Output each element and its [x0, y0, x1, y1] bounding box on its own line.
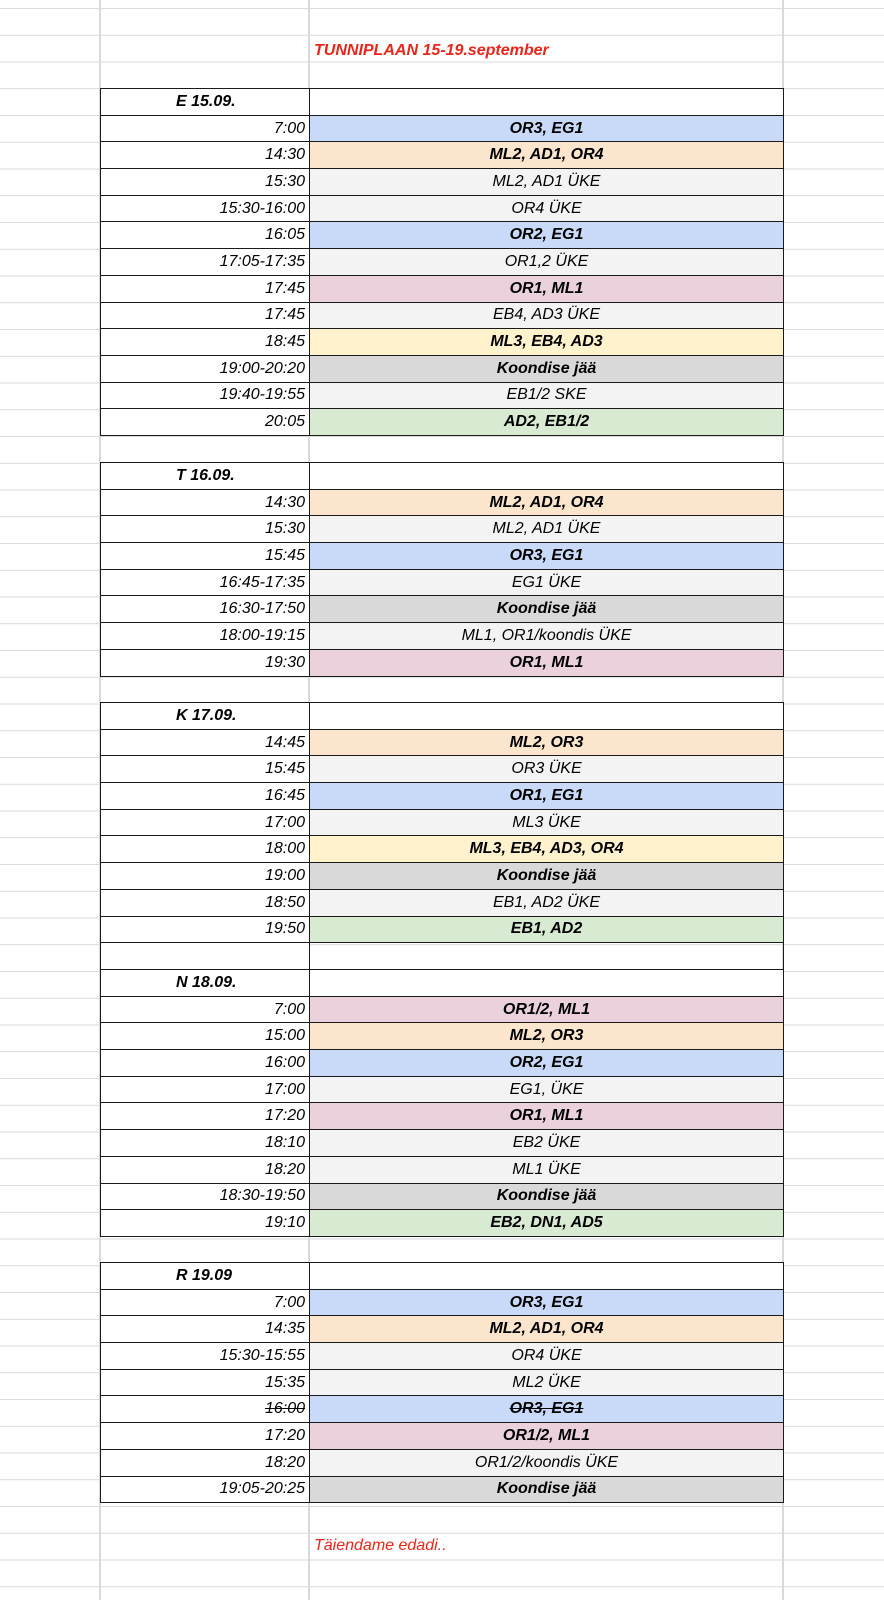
- session-groups-cell[interactable]: [310, 943, 784, 970]
- session-row: [101, 649, 784, 676]
- session-groups-cell[interactable]: OR3, EG1: [310, 1396, 784, 1423]
- session-row: [101, 569, 784, 596]
- session-time-cell[interactable]: 19:00-20:20: [101, 355, 310, 382]
- session-row: [101, 889, 784, 916]
- session-time-cell[interactable]: 15:45: [101, 756, 310, 783]
- day-label[interactable]: N 18.09.: [101, 970, 310, 997]
- session-time-cell[interactable]: 15:45: [101, 543, 310, 570]
- session-groups-cell[interactable]: OR1/2, ML1: [310, 996, 784, 1023]
- session-time-cell[interactable]: 17:20: [101, 1103, 310, 1130]
- session-row: [101, 195, 784, 222]
- session-time-cell[interactable]: 16:45-17:35: [101, 569, 310, 596]
- session-row: [101, 1210, 784, 1237]
- session-time-cell[interactable]: 17:00: [101, 1076, 310, 1103]
- session-time-cell[interactable]: 15:30: [101, 169, 310, 196]
- day-header-row: [101, 703, 784, 730]
- session-row: [101, 756, 784, 783]
- session-row: [101, 996, 784, 1023]
- session-row: [101, 1343, 784, 1370]
- session-groups-cell[interactable]: Koondise jää: [310, 596, 784, 623]
- day-block-thursday: [100, 969, 784, 1237]
- day-block-tuesday: [100, 462, 784, 677]
- session-groups-cell[interactable]: ML3, EB4, AD3, OR4: [310, 836, 784, 863]
- session-time-cell[interactable]: [101, 943, 310, 970]
- session-row: [101, 1103, 784, 1130]
- day-label[interactable]: R 19.09: [101, 1263, 310, 1290]
- day-block-monday: [100, 88, 784, 436]
- day-header-row: [101, 1263, 784, 1290]
- day-block-wednesday: [100, 702, 784, 970]
- session-time-cell[interactable]: 20:05: [101, 409, 310, 436]
- session-row: [101, 943, 784, 970]
- session-groups-cell[interactable]: Koondise jää: [310, 1183, 784, 1210]
- session-time-cell[interactable]: 16:00: [101, 1050, 310, 1077]
- session-time-cell[interactable]: 7:00: [101, 115, 310, 142]
- day-header-blank-cell[interactable]: [310, 463, 784, 490]
- session-row: [101, 516, 784, 543]
- session-row: [101, 596, 784, 623]
- session-time-cell[interactable]: 15:30-15:55: [101, 1343, 310, 1370]
- session-time-cell[interactable]: 16:00: [101, 1396, 310, 1423]
- sheet-title: TUNNIPLAAN 15-19.september: [314, 42, 549, 59]
- session-row: [101, 142, 784, 169]
- session-groups-cell[interactable]: ML2, OR3: [310, 1023, 784, 1050]
- session-time-cell[interactable]: 15:35: [101, 1369, 310, 1396]
- session-groups-cell[interactable]: OR3 ÜKE: [310, 756, 784, 783]
- session-groups-cell[interactable]: OR1/2/koondis ÜKE: [310, 1449, 784, 1476]
- session-groups-cell[interactable]: OR3, EG1: [310, 1289, 784, 1316]
- session-row: [101, 275, 784, 302]
- session-row: [101, 783, 784, 810]
- day-rows: [101, 703, 784, 970]
- session-row: [101, 1423, 784, 1450]
- session-groups-cell[interactable]: ML2, AD1, OR4: [310, 1316, 784, 1343]
- day-label[interactable]: T 16.09.: [101, 463, 310, 490]
- session-groups-cell[interactable]: ML2, AD1 ÜKE: [310, 169, 784, 196]
- session-groups-cell[interactable]: OR4 ÜKE: [310, 195, 784, 222]
- session-row: [101, 169, 784, 196]
- session-groups-cell[interactable]: EG1, ÜKE: [310, 1076, 784, 1103]
- session-groups-cell[interactable]: OR1, ML1: [310, 275, 784, 302]
- session-row: [101, 1130, 784, 1157]
- session-time-cell[interactable]: 16:45: [101, 783, 310, 810]
- day-rows: [101, 970, 784, 1237]
- session-row: [101, 863, 784, 890]
- session-time-cell[interactable]: 18:10: [101, 1130, 310, 1157]
- session-row: [101, 1076, 784, 1103]
- session-groups-cell[interactable]: ML1, OR1/koondis ÜKE: [310, 623, 784, 650]
- session-row: [101, 1449, 784, 1476]
- session-row: [101, 1396, 784, 1423]
- session-row: [101, 1316, 784, 1343]
- session-groups-cell[interactable]: OR1, ML1: [310, 1103, 784, 1130]
- session-time-cell[interactable]: 14:30: [101, 489, 310, 516]
- session-groups-cell[interactable]: OR1/2, ML1: [310, 1423, 784, 1450]
- session-time-cell[interactable]: 19:10: [101, 1210, 310, 1237]
- session-groups-cell[interactable]: EG1 ÜKE: [310, 569, 784, 596]
- session-time-cell[interactable]: 19:40-19:55: [101, 382, 310, 409]
- session-groups-cell[interactable]: EB1/2 SKE: [310, 382, 784, 409]
- session-time-cell[interactable]: 14:30: [101, 142, 310, 169]
- footer-note: Täiendame edadi..: [314, 1537, 447, 1554]
- session-row: [101, 222, 784, 249]
- session-time-cell[interactable]: 17:45: [101, 302, 310, 329]
- session-row: [101, 115, 784, 142]
- session-row: [101, 623, 784, 650]
- session-row: [101, 329, 784, 356]
- session-groups-cell[interactable]: EB1, AD2 ÜKE: [310, 889, 784, 916]
- session-time-cell[interactable]: 15:30-16:00: [101, 195, 310, 222]
- session-groups-cell[interactable]: OR2, EG1: [310, 222, 784, 249]
- session-groups-cell[interactable]: ML3 ÜKE: [310, 809, 784, 836]
- session-groups-cell[interactable]: EB1, AD2: [310, 916, 784, 943]
- session-groups-cell[interactable]: EB2, DN1, AD5: [310, 1210, 784, 1237]
- day-header-row: [101, 970, 784, 997]
- day-header-blank-cell[interactable]: [310, 703, 784, 730]
- session-time-cell[interactable]: 16:30-17:50: [101, 596, 310, 623]
- day-rows: [101, 463, 784, 677]
- session-time-cell[interactable]: 18:30-19:50: [101, 1183, 310, 1210]
- session-groups-cell[interactable]: ML2, OR3: [310, 729, 784, 756]
- day-header-blank-cell[interactable]: [310, 89, 784, 116]
- session-row: [101, 916, 784, 943]
- session-groups-cell[interactable]: ML1 ÜKE: [310, 1156, 784, 1183]
- session-time-cell[interactable]: 17:45: [101, 275, 310, 302]
- session-time-cell[interactable]: 18:45: [101, 329, 310, 356]
- session-row: [101, 543, 784, 570]
- session-groups-cell[interactable]: OR4 ÜKE: [310, 1343, 784, 1370]
- day-header-blank-cell[interactable]: [310, 970, 784, 997]
- session-groups-cell[interactable]: ML2, AD1, OR4: [310, 489, 784, 516]
- session-row: [101, 249, 784, 276]
- session-groups-cell[interactable]: OR1, EG1: [310, 783, 784, 810]
- day-rows: [101, 1263, 784, 1503]
- session-row: [101, 809, 784, 836]
- session-row: [101, 489, 784, 516]
- day-label[interactable]: K 17.09.: [101, 703, 310, 730]
- session-row: [101, 382, 784, 409]
- day-header-blank-cell[interactable]: [310, 1263, 784, 1290]
- session-row: [101, 1476, 784, 1503]
- session-row: [101, 409, 784, 436]
- session-row: [101, 1183, 784, 1210]
- session-time-cell[interactable]: 19:00: [101, 863, 310, 890]
- session-row: [101, 1289, 784, 1316]
- session-groups-cell[interactable]: Koondise jää: [310, 863, 784, 890]
- session-groups-cell[interactable]: Koondise jää: [310, 355, 784, 382]
- session-row: [101, 302, 784, 329]
- session-time-cell[interactable]: 16:05: [101, 222, 310, 249]
- session-time-cell[interactable]: 17:20: [101, 1423, 310, 1450]
- session-time-cell[interactable]: 14:45: [101, 729, 310, 756]
- day-label[interactable]: E 15.09.: [101, 89, 310, 116]
- session-row: [101, 836, 784, 863]
- session-row: [101, 1023, 784, 1050]
- session-time-cell[interactable]: 18:00-19:15: [101, 623, 310, 650]
- session-time-cell[interactable]: 17:05-17:35: [101, 249, 310, 276]
- session-time-cell[interactable]: 14:35: [101, 1316, 310, 1343]
- session-groups-cell[interactable]: OR3, EG1: [310, 115, 784, 142]
- session-time-cell[interactable]: 18:20: [101, 1156, 310, 1183]
- session-time-cell[interactable]: 19:50: [101, 916, 310, 943]
- session-time-cell[interactable]: 19:05-20:25: [101, 1476, 310, 1503]
- session-time-cell[interactable]: 17:00: [101, 809, 310, 836]
- day-header-row: [101, 463, 784, 490]
- session-groups-cell[interactable]: Koondise jää: [310, 1476, 784, 1503]
- session-groups-cell[interactable]: OR1, ML1: [310, 649, 784, 676]
- session-time-cell[interactable]: 7:00: [101, 996, 310, 1023]
- session-row: [101, 1156, 784, 1183]
- session-groups-cell[interactable]: EB4, AD3 ÜKE: [310, 302, 784, 329]
- session-time-cell[interactable]: 18:20: [101, 1449, 310, 1476]
- session-time-cell[interactable]: 7:00: [101, 1289, 310, 1316]
- session-groups-cell[interactable]: EB2 ÜKE: [310, 1130, 784, 1157]
- session-row: [101, 355, 784, 382]
- session-groups-cell[interactable]: OR2, EG1: [310, 1050, 784, 1077]
- session-groups-cell[interactable]: ML2 ÜKE: [310, 1369, 784, 1396]
- session-groups-cell[interactable]: OR1,2 ÜKE: [310, 249, 784, 276]
- session-groups-cell[interactable]: AD2, EB1/2: [310, 409, 784, 436]
- session-row: [101, 1369, 784, 1396]
- session-time-cell[interactable]: 18:00: [101, 836, 310, 863]
- session-time-cell[interactable]: 19:30: [101, 649, 310, 676]
- session-groups-cell[interactable]: OR3, EG1: [310, 543, 784, 570]
- session-time-cell[interactable]: 15:30: [101, 516, 310, 543]
- session-groups-cell[interactable]: ML2, AD1 ÜKE: [310, 516, 784, 543]
- session-time-cell[interactable]: 18:50: [101, 889, 310, 916]
- day-block-friday: [100, 1262, 784, 1503]
- session-time-cell[interactable]: 15:00: [101, 1023, 310, 1050]
- day-rows: [101, 89, 784, 436]
- day-header-row: [101, 89, 784, 116]
- session-row: [101, 1050, 784, 1077]
- session-groups-cell[interactable]: ML3, EB4, AD3: [310, 329, 784, 356]
- session-groups-cell[interactable]: ML2, AD1, OR4: [310, 142, 784, 169]
- session-row: [101, 729, 784, 756]
